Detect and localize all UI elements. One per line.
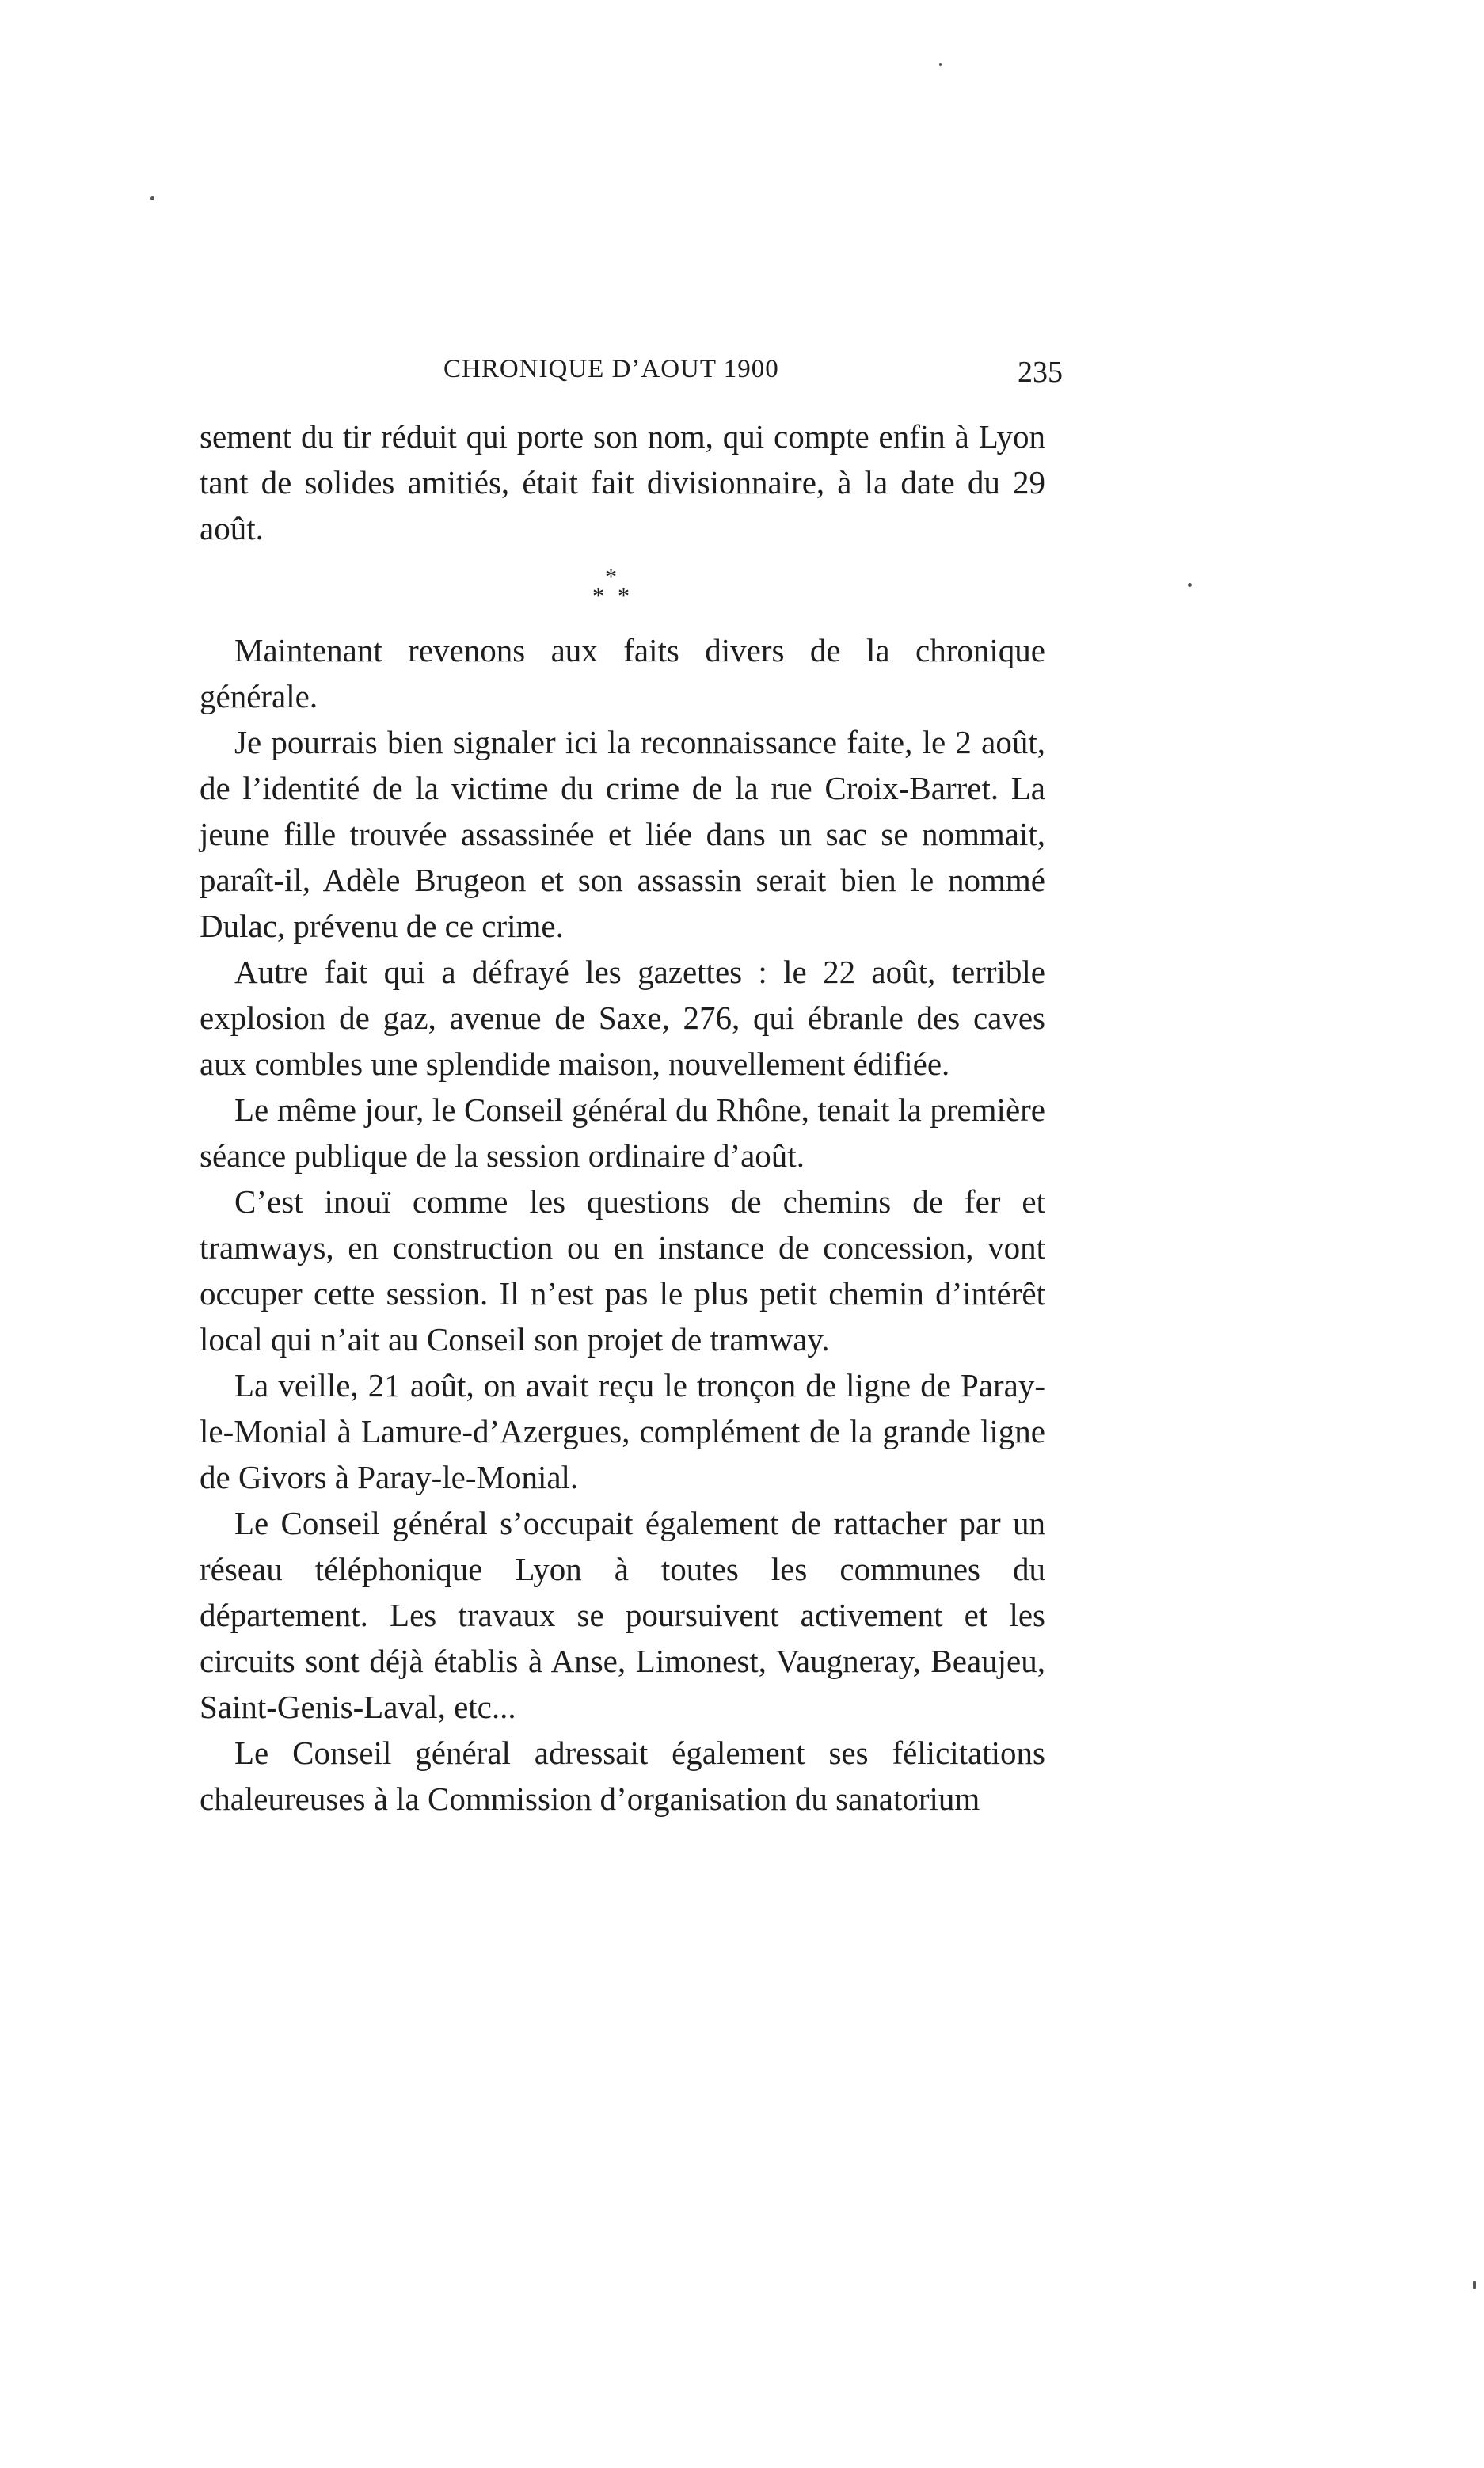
asterism-star-right: * bbox=[618, 583, 630, 609]
paper-speck bbox=[1188, 583, 1192, 587]
running-head-title: CHRONIQUE D’AOUT 1900 bbox=[443, 355, 779, 383]
running-head bbox=[200, 355, 1063, 402]
paragraph: Autre fait qui a défrayé les gazettes : le 22 août, terrible explosion de gaz, avenue de Saxe, 276, qui ébranle des caves aux combles une splendide maison, nouvellement édifiée. bbox=[200, 954, 1045, 1082]
page-number: 235 bbox=[1018, 356, 1063, 389]
paper-speck bbox=[150, 196, 154, 200]
paragraph: Le Conseil général s’occupait également de rattacher par un réseau téléphonique Lyon à toutes les communes du département. Les travaux se poursuivent activement et les circuits sont déjà établis à Anse, Limonest, Vaugneray, Beaujeu, Saint-Genis-Laval, etc... bbox=[200, 1505, 1045, 1725]
paragraph: Le Conseil général adressait également ses félicitations chaleureuses à la Commission d’organisation du sanatorium bbox=[200, 1735, 1045, 1817]
paragraph: Le même jour, le Conseil général du Rhône, tenait la première séance publique de la session ordinaire d’août. bbox=[200, 1091, 1045, 1174]
body-text bbox=[200, 413, 1045, 1822]
asterism-star-top: * bbox=[605, 564, 617, 590]
paragraph: Maintenant revenons aux faits divers de la chronique générale. bbox=[200, 632, 1045, 714]
paper-speck bbox=[1473, 2281, 1476, 2289]
paragraph-continuation: sement du tir réduit qui porte son nom, qui compte enfin à Lyon tant de solides amitiés, était fait divisionnaire, à la date du 29 août. bbox=[200, 418, 1045, 547]
asterism-star-left: * bbox=[592, 583, 604, 609]
paragraph: Je pourrais bien signaler ici la reconnaissance faite, le 2 août, de l’identité de la victime du crime de la rue Croix-Barret. La jeune fille trouvée assassinée et liée dans un sac se nommait, paraît-il, Adèle Brugeon et son assassin serait bien le nommé Dulac, prévenu de ce crime. bbox=[200, 724, 1045, 944]
paper-speck bbox=[939, 63, 942, 66]
asterism-separator bbox=[200, 551, 1045, 627]
paragraph: La veille, 21 août, on avait reçu le tronçon de ligne de Paray-le-Monial à Lamure-d’Azergues, complément de la grande ligne de Givors à Paray-le-Monial. bbox=[200, 1367, 1045, 1495]
paragraph: C’est inouï comme les questions de chemins de fer et tramways, en construction ou en instance de concession, vont occuper cette session. Il n’est pas le plus petit chemin d’intérêt local qui n’ait au Conseil son projet de tramway. bbox=[200, 1183, 1045, 1358]
